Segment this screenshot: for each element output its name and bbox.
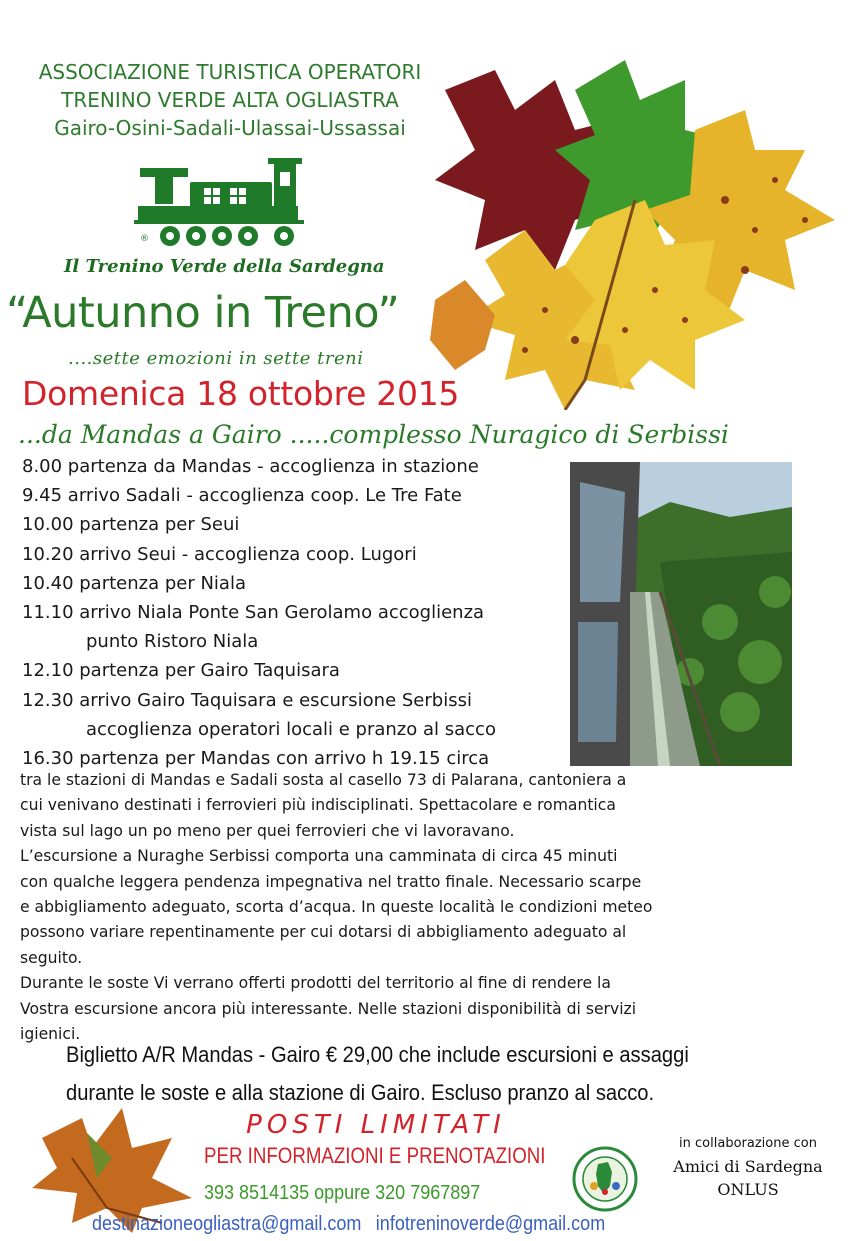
description-line: Durante le soste Vi verrano offerti prodotti del territorio al fine di rendere la (20, 974, 611, 993)
association-name-line2: TRENINO VERDE ALTA OGLIASTRA (61, 88, 399, 112)
registered-mark: ® (140, 234, 149, 244)
autumn-leaves-illustration (425, 50, 845, 410)
schedule-item: 16.30 partenza per Mandas con arrivo h 19.15 circa (22, 748, 490, 770)
description-line: seguito. (20, 948, 83, 967)
collaboration-block (650, 1136, 846, 1199)
schedule-item: 12.10 partenza per Gairo Taquisara (22, 660, 340, 682)
collab-name: Amici di Sardegna (673, 1157, 823, 1176)
event-subtitle: ....sette emozioni in sette treni (68, 348, 364, 369)
schedule-item: 10.40 partenza per Niala (22, 572, 246, 594)
association-header (30, 58, 430, 142)
association-towns: Gairo-Osini-Sadali-Ulassai-Ussassai (54, 116, 406, 140)
description-line: vista sul lago un po meno per quei ferrovieri che vi lavoravano. (20, 821, 515, 840)
event-title: “Autunno in Treno” (6, 288, 400, 338)
email-link-2[interactable]: infotreninoverde@gmail.com (375, 1213, 606, 1235)
train-logo-icon (134, 158, 304, 250)
description-line: igienici. (20, 1025, 81, 1044)
description-line: e abbigliamento adeguato, scorta d’acqua. In queste località le condizioni meteo (20, 898, 653, 917)
phone-numbers: 393 8514135 oppure 320 7967897 (204, 1182, 481, 1204)
event-route: ...da Mandas a Gairo .....complesso Nuragico di Serbissi (18, 420, 729, 449)
schedule-item: 9.45 arrivo Sadali - accoglienza coop. Le Tre Fate (22, 485, 462, 507)
email-link-1[interactable]: destinazioneogliastra@gmail.com (92, 1213, 362, 1235)
posti-limitati: POSTI LIMITATI (246, 1110, 506, 1140)
schedule-item: 10.20 arrivo Seui - accoglienza coop. Lugori (22, 543, 417, 565)
train-photo (570, 462, 792, 766)
description-text (20, 768, 820, 1047)
ticket-line2: durante le soste e alla stazione di Gairo. Escluso pranzo al sacco. (66, 1080, 655, 1105)
amici-sardegna-seal-icon (572, 1146, 638, 1212)
collab-type: ONLUS (717, 1180, 779, 1199)
schedule-item: punto Ristoro Niala (86, 631, 259, 653)
slogan: Il Trenino Verde della Sardegna (64, 256, 385, 277)
schedule-item: 11.10 arrivo Niala Ponte San Gerolamo accoglienza (22, 602, 485, 624)
description-line: possono variare repentinamente per cui dotarsi di abbigliamento adeguato al (20, 923, 627, 942)
info-label: PER INFORMAZIONI E PRENOTAZIONI (204, 1143, 546, 1168)
schedule-item: 10.00 partenza per Seui (22, 514, 240, 536)
description-line: tra le stazioni di Mandas e Sadali sosta al casello 73 di Palarana, cantoniera a (20, 771, 627, 789)
schedule-item: 8.00 partenza da Mandas - accoglienza in stazione (22, 456, 479, 477)
description-line: Vostra escursione ancora più interessante. Nelle stazioni disponibilità di servizi (20, 999, 637, 1018)
association-name-line1: ASSOCIAZIONE TURISTICA OPERATORI (38, 60, 422, 84)
ticket-line1: Biglietto A/R Mandas - Gairo € 29,00 che include escursioni e assaggi (66, 1042, 689, 1067)
description-line: con qualche leggera pendenza impegnativa nel tratto finale. Necessario scarpe (20, 872, 642, 891)
description-line: cui venivano destinati i ferrovieri più indisciplinati. Spettacolare e romantica (20, 796, 616, 815)
event-date: Domenica 18 ottobre 2015 (22, 374, 460, 413)
description-line: L’escursione a Nuraghe Serbissi comporta una camminata di circa 45 minuti (20, 847, 618, 866)
collab-label: in collaborazione con (679, 1136, 817, 1151)
schedule-list (22, 452, 567, 773)
email-contacts (92, 1213, 605, 1236)
schedule-item: 12.30 arrivo Gairo Taquisara e escursione Serbissi (22, 689, 472, 711)
schedule-item: accoglienza operatori locali e pranzo al sacco (86, 718, 496, 740)
